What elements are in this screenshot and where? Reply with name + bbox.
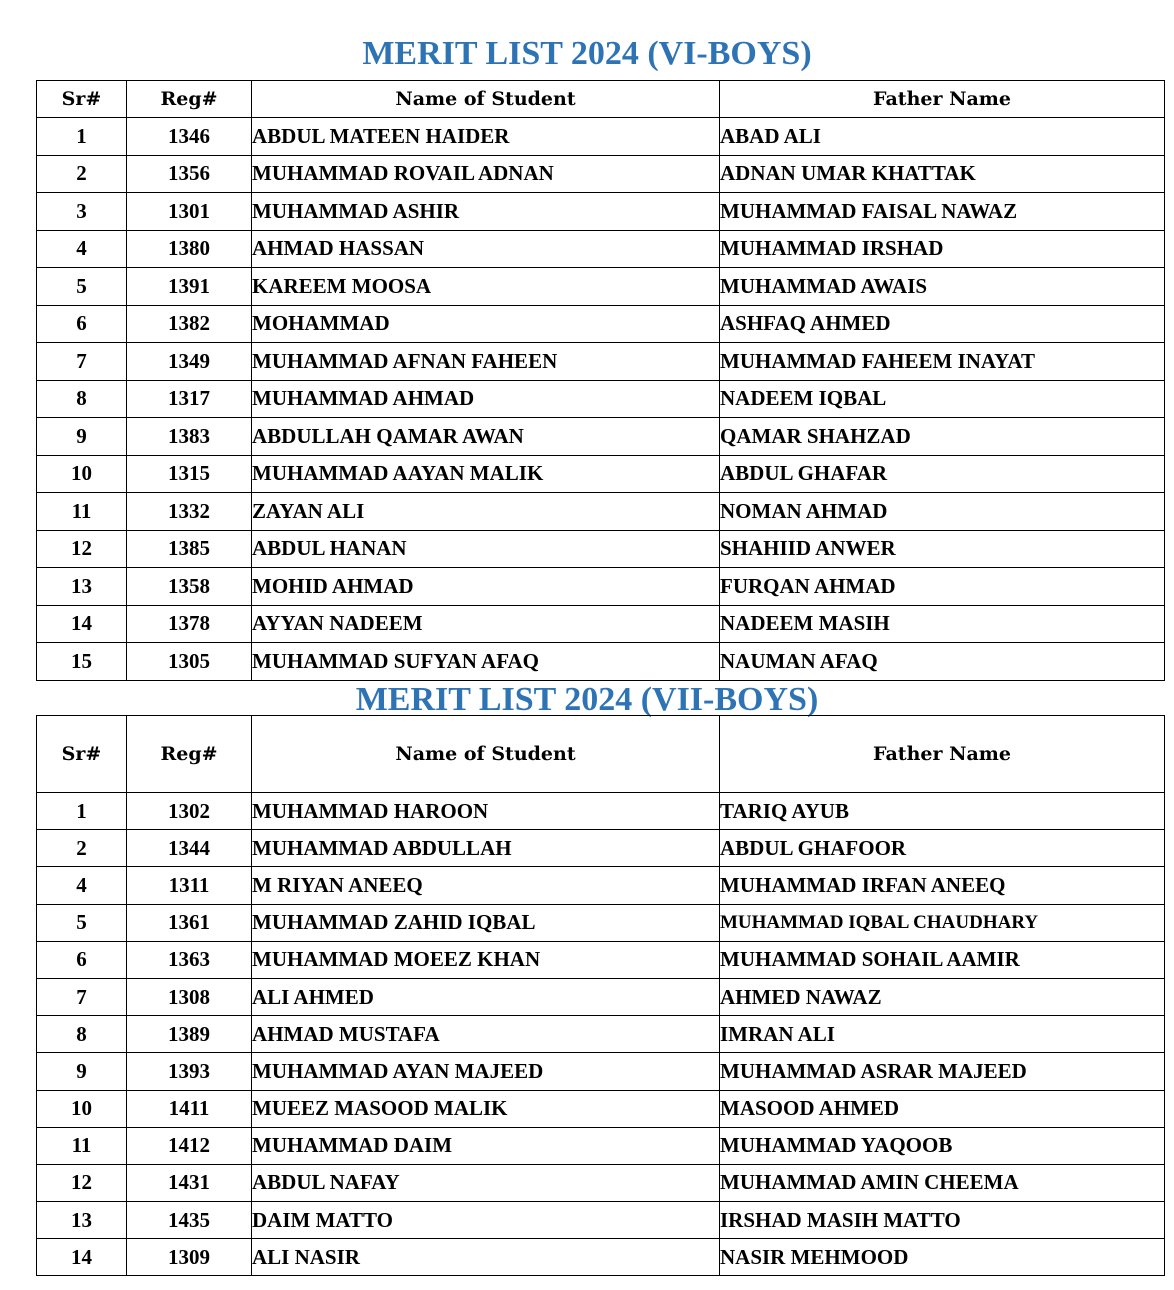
reg-cell: 1302 bbox=[127, 793, 252, 830]
table-row bbox=[37, 643, 1165, 681]
father-name-cell: FURQAN AHMAD bbox=[720, 568, 1165, 606]
father-name-cell: MUHAMMAD AWAIS bbox=[720, 268, 1165, 306]
sr-cell: 11 bbox=[37, 493, 127, 531]
father-name-cell: MUHAMMAD ASRAR MAJEED bbox=[720, 1053, 1165, 1090]
reg-cell: 1315 bbox=[127, 455, 252, 493]
header-father-name: Father Name bbox=[720, 81, 1165, 118]
table-row bbox=[37, 605, 1165, 643]
father-name-cell: QAMAR SHAHZAD bbox=[720, 418, 1165, 456]
student-name-cell: ABDUL NAFAY bbox=[252, 1164, 720, 1201]
father-name-cell: ABAD ALI bbox=[720, 118, 1165, 156]
sr-cell: 15 bbox=[37, 643, 127, 681]
father-name-cell: SHAHIID ANWER bbox=[720, 530, 1165, 568]
reg-cell: 1301 bbox=[127, 193, 252, 231]
table-row bbox=[37, 380, 1165, 418]
student-name-cell: MUHAMMAD HAROON bbox=[252, 793, 720, 830]
header-sr: Sr# bbox=[37, 81, 127, 118]
student-name-cell: MUHAMMAD MOEEZ KHAN bbox=[252, 941, 720, 978]
reg-cell: 1389 bbox=[127, 1016, 252, 1053]
sr-cell: 5 bbox=[37, 904, 127, 941]
father-name-cell: NADEEM MASIH bbox=[720, 605, 1165, 643]
sr-cell: 1 bbox=[37, 118, 127, 156]
father-name-cell: ABDUL GHAFOOR bbox=[720, 830, 1165, 867]
reg-cell: 1311 bbox=[127, 867, 252, 904]
table-row bbox=[37, 1016, 1165, 1053]
reg-cell: 1346 bbox=[127, 118, 252, 156]
table-row bbox=[37, 1090, 1165, 1127]
sr-cell: 13 bbox=[37, 1202, 127, 1239]
sr-cell: 2 bbox=[37, 155, 127, 193]
table-row bbox=[37, 1239, 1165, 1276]
reg-cell: 1382 bbox=[127, 305, 252, 343]
reg-cell: 1435 bbox=[127, 1202, 252, 1239]
header-student-name: Name of Student bbox=[252, 81, 720, 118]
sr-cell: 10 bbox=[37, 1090, 127, 1127]
student-name-cell: MOHID AHMAD bbox=[252, 568, 720, 606]
father-name-cell: ADNAN UMAR KHATTAK bbox=[720, 155, 1165, 193]
father-name-cell: ASHFAQ AHMED bbox=[720, 305, 1165, 343]
reg-cell: 1356 bbox=[127, 155, 252, 193]
reg-cell: 1431 bbox=[127, 1164, 252, 1201]
header-sr: Sr# bbox=[37, 716, 127, 793]
reg-cell: 1305 bbox=[127, 643, 252, 681]
father-name-cell: MUHAMMAD AMIN CHEEMA bbox=[720, 1164, 1165, 1201]
table-row bbox=[37, 418, 1165, 456]
merit-list-title-vii: MERIT LIST 2024 (VII-BOYS) bbox=[355, 681, 819, 718]
father-name-cell: IMRAN ALI bbox=[720, 1016, 1165, 1053]
student-name-cell: ABDUL MATEEN HAIDER bbox=[252, 118, 720, 156]
student-name-cell: KAREEM MOOSA bbox=[252, 268, 720, 306]
student-name-cell: MOHAMMAD bbox=[252, 305, 720, 343]
table-row bbox=[37, 867, 1165, 904]
reg-cell: 1393 bbox=[127, 1053, 252, 1090]
sr-cell: 11 bbox=[37, 1127, 127, 1164]
sr-cell: 12 bbox=[37, 1164, 127, 1201]
father-name-cell: MUHAMMAD FAISAL NAWAZ bbox=[720, 193, 1165, 231]
reg-cell: 1358 bbox=[127, 568, 252, 606]
sr-cell: 6 bbox=[37, 941, 127, 978]
father-name-cell: NADEEM IQBAL bbox=[720, 380, 1165, 418]
header-student-name: Name of Student bbox=[252, 716, 720, 793]
sr-cell: 2 bbox=[37, 830, 127, 867]
reg-cell: 1363 bbox=[127, 941, 252, 978]
reg-cell: 1378 bbox=[127, 605, 252, 643]
table-row bbox=[37, 978, 1165, 1015]
student-name-cell: MUHAMMAD SUFYAN AFAQ bbox=[252, 643, 720, 681]
sr-cell: 14 bbox=[37, 1239, 127, 1276]
student-name-cell: ZAYAN ALI bbox=[252, 493, 720, 531]
sr-cell: 6 bbox=[37, 305, 127, 343]
merit-table-vi bbox=[36, 80, 1165, 681]
student-name-cell: MUHAMMAD ASHIR bbox=[252, 193, 720, 231]
student-name-cell: MUHAMMAD ROVAIL ADNAN bbox=[252, 155, 720, 193]
table-row bbox=[37, 193, 1165, 231]
student-name-cell: AHMAD MUSTAFA bbox=[252, 1016, 720, 1053]
reg-cell: 1361 bbox=[127, 904, 252, 941]
merit-table-vii bbox=[36, 715, 1165, 1276]
student-name-cell: ALI NASIR bbox=[252, 1239, 720, 1276]
student-name-cell: ABDULLAH QAMAR AWAN bbox=[252, 418, 720, 456]
student-name-cell: MUHAMMAD AFNAN FAHEEN bbox=[252, 343, 720, 381]
sr-cell: 8 bbox=[37, 380, 127, 418]
student-name-cell: MUEEZ MASOOD MALIK bbox=[252, 1090, 720, 1127]
table-row bbox=[37, 793, 1165, 830]
header-father-name: Father Name bbox=[720, 716, 1165, 793]
header-row bbox=[37, 81, 1165, 118]
reg-cell: 1349 bbox=[127, 343, 252, 381]
reg-cell: 1308 bbox=[127, 978, 252, 1015]
table-row bbox=[37, 830, 1165, 867]
reg-cell: 1309 bbox=[127, 1239, 252, 1276]
table-row bbox=[37, 305, 1165, 343]
table-row bbox=[37, 904, 1165, 941]
father-name-cell: MUHAMMAD YAQOOB bbox=[720, 1127, 1165, 1164]
table-row bbox=[37, 1164, 1165, 1201]
reg-cell: 1317 bbox=[127, 380, 252, 418]
table-row bbox=[37, 230, 1165, 268]
father-name-cell: NASIR MEHMOOD bbox=[720, 1239, 1165, 1276]
father-name-cell: NAUMAN AFAQ bbox=[720, 643, 1165, 681]
sr-cell: 7 bbox=[37, 978, 127, 1015]
table-row bbox=[37, 343, 1165, 381]
student-name-cell: DAIM MATTO bbox=[252, 1202, 720, 1239]
student-name-cell: MUHAMMAD ABDULLAH bbox=[252, 830, 720, 867]
sr-cell: 4 bbox=[37, 230, 127, 268]
father-name-cell: MUHAMMAD IQBAL CHAUDHARY bbox=[720, 904, 1165, 941]
header-reg: Reg# bbox=[127, 81, 252, 118]
table-row bbox=[37, 118, 1165, 156]
student-name-cell: ALI AHMED bbox=[252, 978, 720, 1015]
sr-cell: 3 bbox=[37, 193, 127, 231]
table-row bbox=[37, 455, 1165, 493]
sr-cell: 8 bbox=[37, 1016, 127, 1053]
student-name-cell: MUHAMMAD ZAHID IQBAL bbox=[252, 904, 720, 941]
father-name-cell: AHMED NAWAZ bbox=[720, 978, 1165, 1015]
father-name-cell: ABDUL GHAFAR bbox=[720, 455, 1165, 493]
sr-cell: 1 bbox=[37, 793, 127, 830]
student-name-cell: AHMAD HASSAN bbox=[252, 230, 720, 268]
reg-cell: 1385 bbox=[127, 530, 252, 568]
father-name-cell: IRSHAD MASIH MATTO bbox=[720, 1202, 1165, 1239]
reg-cell: 1383 bbox=[127, 418, 252, 456]
table-row bbox=[37, 1127, 1165, 1164]
table-row bbox=[37, 1202, 1165, 1239]
sr-cell: 7 bbox=[37, 343, 127, 381]
header-row bbox=[37, 716, 1165, 793]
father-name-cell: MUHAMMAD FAHEEM INAYAT bbox=[720, 343, 1165, 381]
father-name-cell: MUHAMMAD IRSHAD bbox=[720, 230, 1165, 268]
table-row bbox=[37, 530, 1165, 568]
merit-list-title-vi: MERIT LIST 2024 (VI-BOYS) bbox=[362, 35, 812, 72]
student-name-cell: MUHAMMAD DAIM bbox=[252, 1127, 720, 1164]
student-name-cell: M RIYAN ANEEQ bbox=[252, 867, 720, 904]
sr-cell: 5 bbox=[37, 268, 127, 306]
sr-cell: 12 bbox=[37, 530, 127, 568]
sr-cell: 14 bbox=[37, 605, 127, 643]
reg-cell: 1412 bbox=[127, 1127, 252, 1164]
sr-cell: 9 bbox=[37, 418, 127, 456]
table-row bbox=[37, 268, 1165, 306]
sr-cell: 4 bbox=[37, 867, 127, 904]
table-row bbox=[37, 1053, 1165, 1090]
father-name-cell: NOMAN AHMAD bbox=[720, 493, 1165, 531]
student-name-cell: MUHAMMAD AAYAN MALIK bbox=[252, 455, 720, 493]
father-name-cell: MUHAMMAD SOHAIL AAMIR bbox=[720, 941, 1165, 978]
student-name-cell: ABDUL HANAN bbox=[252, 530, 720, 568]
reg-cell: 1391 bbox=[127, 268, 252, 306]
reg-cell: 1332 bbox=[127, 493, 252, 531]
student-name-cell: AYYAN NADEEM bbox=[252, 605, 720, 643]
sr-cell: 13 bbox=[37, 568, 127, 606]
reg-cell: 1344 bbox=[127, 830, 252, 867]
table-row bbox=[37, 941, 1165, 978]
reg-cell: 1411 bbox=[127, 1090, 252, 1127]
sr-cell: 9 bbox=[37, 1053, 127, 1090]
father-name-cell: MUHAMMAD IRFAN ANEEQ bbox=[720, 867, 1165, 904]
father-name-cell: TARIQ AYUB bbox=[720, 793, 1165, 830]
table-row bbox=[37, 568, 1165, 606]
student-name-cell: MUHAMMAD AHMAD bbox=[252, 380, 720, 418]
sr-cell: 10 bbox=[37, 455, 127, 493]
table-row bbox=[37, 493, 1165, 531]
reg-cell: 1380 bbox=[127, 230, 252, 268]
header-reg: Reg# bbox=[127, 716, 252, 793]
table-row bbox=[37, 155, 1165, 193]
student-name-cell: MUHAMMAD AYAN MAJEED bbox=[252, 1053, 720, 1090]
father-name-cell: MASOOD AHMED bbox=[720, 1090, 1165, 1127]
